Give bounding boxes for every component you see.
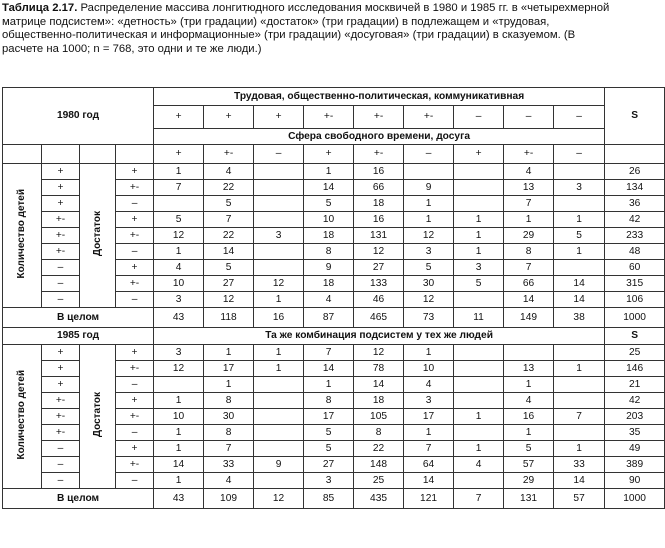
value-cell: 8 [304,244,354,260]
value-cell [254,244,304,260]
total-col-header-2: S [605,328,665,345]
value-cell: 13 [504,361,554,377]
value-cell: 12 [404,228,454,244]
value-cell: 27 [304,457,354,473]
value-cell: 7 [404,441,454,457]
value-cell: 1 [254,292,304,308]
value-cell: 1 [454,244,504,260]
value-cell: 29 [504,473,554,489]
row-total-cell: 42 [605,393,665,409]
value-cell: 1 [154,393,204,409]
value-cell: 14 [204,244,254,260]
value-cell [454,393,504,409]
children-level: + [42,345,80,361]
value-cell: 18 [354,393,404,409]
value-cell: 12 [404,292,454,308]
value-cell: 9 [304,260,354,276]
leisure-sign: +- [504,145,554,164]
row-total-cell: 21 [605,377,665,393]
value-cell: 57 [504,457,554,473]
value-cell: 22 [204,228,254,244]
wealth-level: + [116,345,154,361]
value-cell [554,425,605,441]
value-cell: 5 [454,276,504,292]
value-cell: 16 [354,164,404,180]
value-cell: 14 [504,292,554,308]
blank-cell [605,145,665,164]
table-caption [2,2,612,56]
value-cell: 25 [354,473,404,489]
value-cell: 14 [304,361,354,377]
value-cell: 4 [204,164,254,180]
children-level: + [42,164,80,180]
value-cell: 1 [154,425,204,441]
value-cell [454,361,504,377]
value-cell: 10 [304,212,354,228]
row-axis-wealth-text: Достаток [91,391,103,438]
value-cell: 1 [154,244,204,260]
leisure-sign: + [304,145,354,164]
children-level: +- [42,425,80,441]
column-total-cell: 121 [404,489,454,509]
labor-sign: – [504,106,554,129]
row-total-cell: 315 [605,276,665,292]
grand-total-cell: 1000 [605,489,665,509]
children-level: – [42,276,80,292]
value-cell [554,345,605,361]
value-cell: 9 [404,180,454,196]
children-level: +- [42,228,80,244]
wealth-level: +- [116,361,154,377]
value-cell [554,260,605,276]
blank-cell [42,145,80,164]
column-total-cell: 12 [254,489,304,509]
value-cell: 17 [304,409,354,425]
value-cell [454,345,504,361]
value-cell [254,377,304,393]
value-cell: 14 [304,180,354,196]
labor-sign: +- [304,106,354,129]
blank-cell [80,145,116,164]
value-cell: 27 [354,260,404,276]
children-level: +- [42,212,80,228]
value-cell: 1 [454,228,504,244]
wealth-level: – [116,292,154,308]
value-cell: 14 [154,457,204,473]
value-cell: 1 [154,473,204,489]
value-cell: 1 [254,345,304,361]
value-cell: 3 [554,180,605,196]
value-cell: 64 [404,457,454,473]
row-axis-children [3,345,42,489]
column-total-cell: 118 [204,308,254,328]
labor-sign: – [554,106,605,129]
row-total-cell: 60 [605,260,665,276]
value-cell: 4 [304,292,354,308]
children-level: – [42,441,80,457]
value-cell: 12 [354,345,404,361]
grand-total-cell: 1000 [605,308,665,328]
same-combination-header: Та же комбинация подсистем у тех же людей [154,328,605,345]
value-cell: 1 [454,409,504,425]
children-level: – [42,260,80,276]
year-1980-cell: 1980 год [3,88,154,145]
column-total-cell: 109 [204,489,254,509]
row-axis-wealth [80,164,116,308]
value-cell [454,164,504,180]
value-cell: 12 [154,361,204,377]
caption-text: Распределение массива лонгитюдного исследования москвичей в 1980 и 1985 гг. в «четырехмерной матрице подсистем»: «детность» (три градации) «достаток» (три градации) в подлежащем и «трудовая, общественно-политическая и информационные» (три градации) «досуговая» (три градации) в сказуемом. (В расчете на 1000; n = 768, это одни и те же люди.) [2,2,610,55]
column-total-cell: 57 [554,489,605,509]
value-cell: 18 [304,228,354,244]
row-axis-wealth-text: Достаток [91,210,103,257]
children-level: + [42,180,80,196]
column-total-cell: 73 [404,308,454,328]
caption-label: Таблица 2.17. [2,2,78,14]
row-total-cell: 48 [605,244,665,260]
value-cell [404,164,454,180]
value-cell: 9 [254,457,304,473]
value-cell [254,409,304,425]
value-cell [504,345,554,361]
value-cell: 8 [204,425,254,441]
leisure-sign: +- [204,145,254,164]
labor-sign: – [454,106,504,129]
value-cell: 1 [504,212,554,228]
row-total-cell: 106 [605,292,665,308]
value-cell: 105 [354,409,404,425]
leisure-sign: – [254,145,304,164]
year-1985-cell: 1985 год [3,328,154,345]
value-cell: 30 [404,276,454,292]
column-total-cell: 149 [504,308,554,328]
value-cell: 16 [354,212,404,228]
column-total-cell: 43 [154,489,204,509]
value-cell: 3 [404,393,454,409]
value-cell: 4 [154,260,204,276]
value-cell: 5 [554,228,605,244]
total-row-label: В целом [3,308,154,328]
value-cell: 5 [154,212,204,228]
value-cell: 1 [304,164,354,180]
value-cell: 1 [554,244,605,260]
value-cell: 1 [404,425,454,441]
children-level: + [42,377,80,393]
row-axis-children [3,164,42,308]
value-cell: 1 [554,441,605,457]
column-total-cell: 7 [454,489,504,509]
value-cell: 5 [204,260,254,276]
value-cell: 46 [354,292,404,308]
value-cell: 5 [304,196,354,212]
labor-sign: +- [404,106,454,129]
value-cell: 13 [504,180,554,196]
value-cell: 29 [504,228,554,244]
value-cell: 1 [504,425,554,441]
wealth-level: + [116,260,154,276]
value-cell: 1 [504,377,554,393]
column-total-cell: 465 [354,308,404,328]
wealth-level: – [116,244,154,260]
value-cell [254,180,304,196]
value-cell: 5 [204,196,254,212]
leisure-sign: – [404,145,454,164]
value-cell: 12 [354,244,404,260]
value-cell: 22 [204,180,254,196]
leisure-sign: + [154,145,204,164]
leisure-sign: + [454,145,504,164]
value-cell: 8 [354,425,404,441]
value-cell [454,473,504,489]
value-cell: 1 [254,361,304,377]
value-cell: 7 [554,409,605,425]
column-total-cell: 435 [354,489,404,509]
value-cell: 7 [204,212,254,228]
value-cell: 1 [404,212,454,228]
children-level: +- [42,409,80,425]
value-cell: 12 [154,228,204,244]
value-cell: 5 [304,441,354,457]
value-cell: 27 [204,276,254,292]
value-cell [554,196,605,212]
value-cell: 3 [454,260,504,276]
value-cell: 8 [504,244,554,260]
value-cell: 5 [404,260,454,276]
value-cell [254,164,304,180]
value-cell [154,377,204,393]
value-cell: 3 [404,244,454,260]
value-cell [554,377,605,393]
row-total-cell: 389 [605,457,665,473]
value-cell [454,377,504,393]
value-cell [254,441,304,457]
value-cell [254,425,304,441]
blank-cell [3,145,42,164]
value-cell: 14 [554,276,605,292]
children-level: – [42,473,80,489]
row-total-cell: 203 [605,409,665,425]
row-axis-children-text: Количество детей [16,369,27,460]
value-cell: 7 [504,196,554,212]
value-cell: 1 [154,164,204,180]
row-total-cell: 49 [605,441,665,457]
total-row-label: В целом [3,489,154,509]
value-cell: 10 [154,276,204,292]
value-cell: 1 [204,345,254,361]
col-group-labor-header: Трудовая, общественно-политическая, коммуникативная [154,88,605,106]
value-cell: 4 [504,164,554,180]
column-total-cell: 38 [554,308,605,328]
value-cell: 10 [154,409,204,425]
wealth-level: + [116,212,154,228]
value-cell: 148 [354,457,404,473]
column-total-cell: 87 [304,308,354,328]
value-cell: 3 [254,228,304,244]
row-total-cell: 233 [605,228,665,244]
wealth-level: +- [116,409,154,425]
value-cell [454,196,504,212]
wealth-level: + [116,393,154,409]
row-total-cell: 146 [605,361,665,377]
value-cell: 30 [204,409,254,425]
value-cell: 1 [554,212,605,228]
wealth-level: +- [116,180,154,196]
value-cell: 33 [204,457,254,473]
value-cell: 12 [254,276,304,292]
value-cell: 18 [354,196,404,212]
total-col-header: S [605,88,665,145]
row-total-cell: 134 [605,180,665,196]
value-cell: 4 [504,393,554,409]
value-cell: 16 [504,409,554,425]
value-cell: 66 [504,276,554,292]
leisure-sign: – [554,145,605,164]
column-total-cell: 11 [454,308,504,328]
value-cell: 1 [404,345,454,361]
labor-sign: + [154,106,204,129]
wealth-level: – [116,473,154,489]
value-cell [254,260,304,276]
wealth-level: – [116,377,154,393]
value-cell: 1 [454,441,504,457]
children-level: – [42,457,80,473]
value-cell [254,212,304,228]
wealth-level: +- [116,228,154,244]
wealth-level: +- [116,276,154,292]
value-cell: 8 [204,393,254,409]
value-cell: 66 [354,180,404,196]
value-cell: 7 [304,345,354,361]
value-cell: 12 [204,292,254,308]
value-cell: 3 [304,473,354,489]
leisure-sign: +- [354,145,404,164]
value-cell [254,196,304,212]
value-cell [154,196,204,212]
children-level: + [42,361,80,377]
value-cell [454,425,504,441]
wealth-level: +- [116,457,154,473]
children-level: +- [42,393,80,409]
wealth-level: + [116,441,154,457]
value-cell: 7 [204,441,254,457]
value-cell: 4 [204,473,254,489]
column-total-cell: 43 [154,308,204,328]
value-cell [554,393,605,409]
value-cell: 8 [304,393,354,409]
value-cell: 17 [404,409,454,425]
value-cell: 5 [504,441,554,457]
value-cell: 1 [154,441,204,457]
value-cell: 1 [304,377,354,393]
wealth-level: + [116,164,154,180]
value-cell: 1 [204,377,254,393]
row-total-cell: 35 [605,425,665,441]
row-total-cell: 26 [605,164,665,180]
wealth-level: – [116,196,154,212]
value-cell: 78 [354,361,404,377]
value-cell: 131 [354,228,404,244]
value-cell: 1 [554,361,605,377]
value-cell: 14 [404,473,454,489]
data-table [2,87,665,509]
column-total-cell: 85 [304,489,354,509]
blank-cell [116,145,154,164]
children-level: + [42,196,80,212]
value-cell [454,292,504,308]
wealth-level: – [116,425,154,441]
value-cell: 7 [154,180,204,196]
value-cell: 4 [454,457,504,473]
column-total-cell: 16 [254,308,304,328]
value-cell: 7 [504,260,554,276]
labor-sign: + [254,106,304,129]
row-total-cell: 42 [605,212,665,228]
value-cell: 3 [154,345,204,361]
row-total-cell: 36 [605,196,665,212]
labor-sign: +- [354,106,404,129]
value-cell: 1 [454,212,504,228]
value-cell: 14 [354,377,404,393]
value-cell: 33 [554,457,605,473]
value-cell: 133 [354,276,404,292]
value-cell: 4 [404,377,454,393]
value-cell: 10 [404,361,454,377]
value-cell: 22 [354,441,404,457]
row-total-cell: 90 [605,473,665,489]
value-cell: 3 [154,292,204,308]
row-axis-children-text: Количество детей [16,188,27,279]
value-cell [454,180,504,196]
value-cell: 17 [204,361,254,377]
column-total-cell: 131 [504,489,554,509]
value-cell: 14 [554,473,605,489]
children-level: +- [42,244,80,260]
row-total-cell: 25 [605,345,665,361]
col-group-leisure-header: Сфера свободного времени, досуга [154,129,605,145]
row-axis-wealth [80,345,116,489]
value-cell: 5 [304,425,354,441]
labor-sign: + [204,106,254,129]
value-cell: 14 [554,292,605,308]
value-cell: 18 [304,276,354,292]
value-cell [554,164,605,180]
value-cell: 1 [404,196,454,212]
value-cell [254,393,304,409]
value-cell [254,473,304,489]
children-level: – [42,292,80,308]
